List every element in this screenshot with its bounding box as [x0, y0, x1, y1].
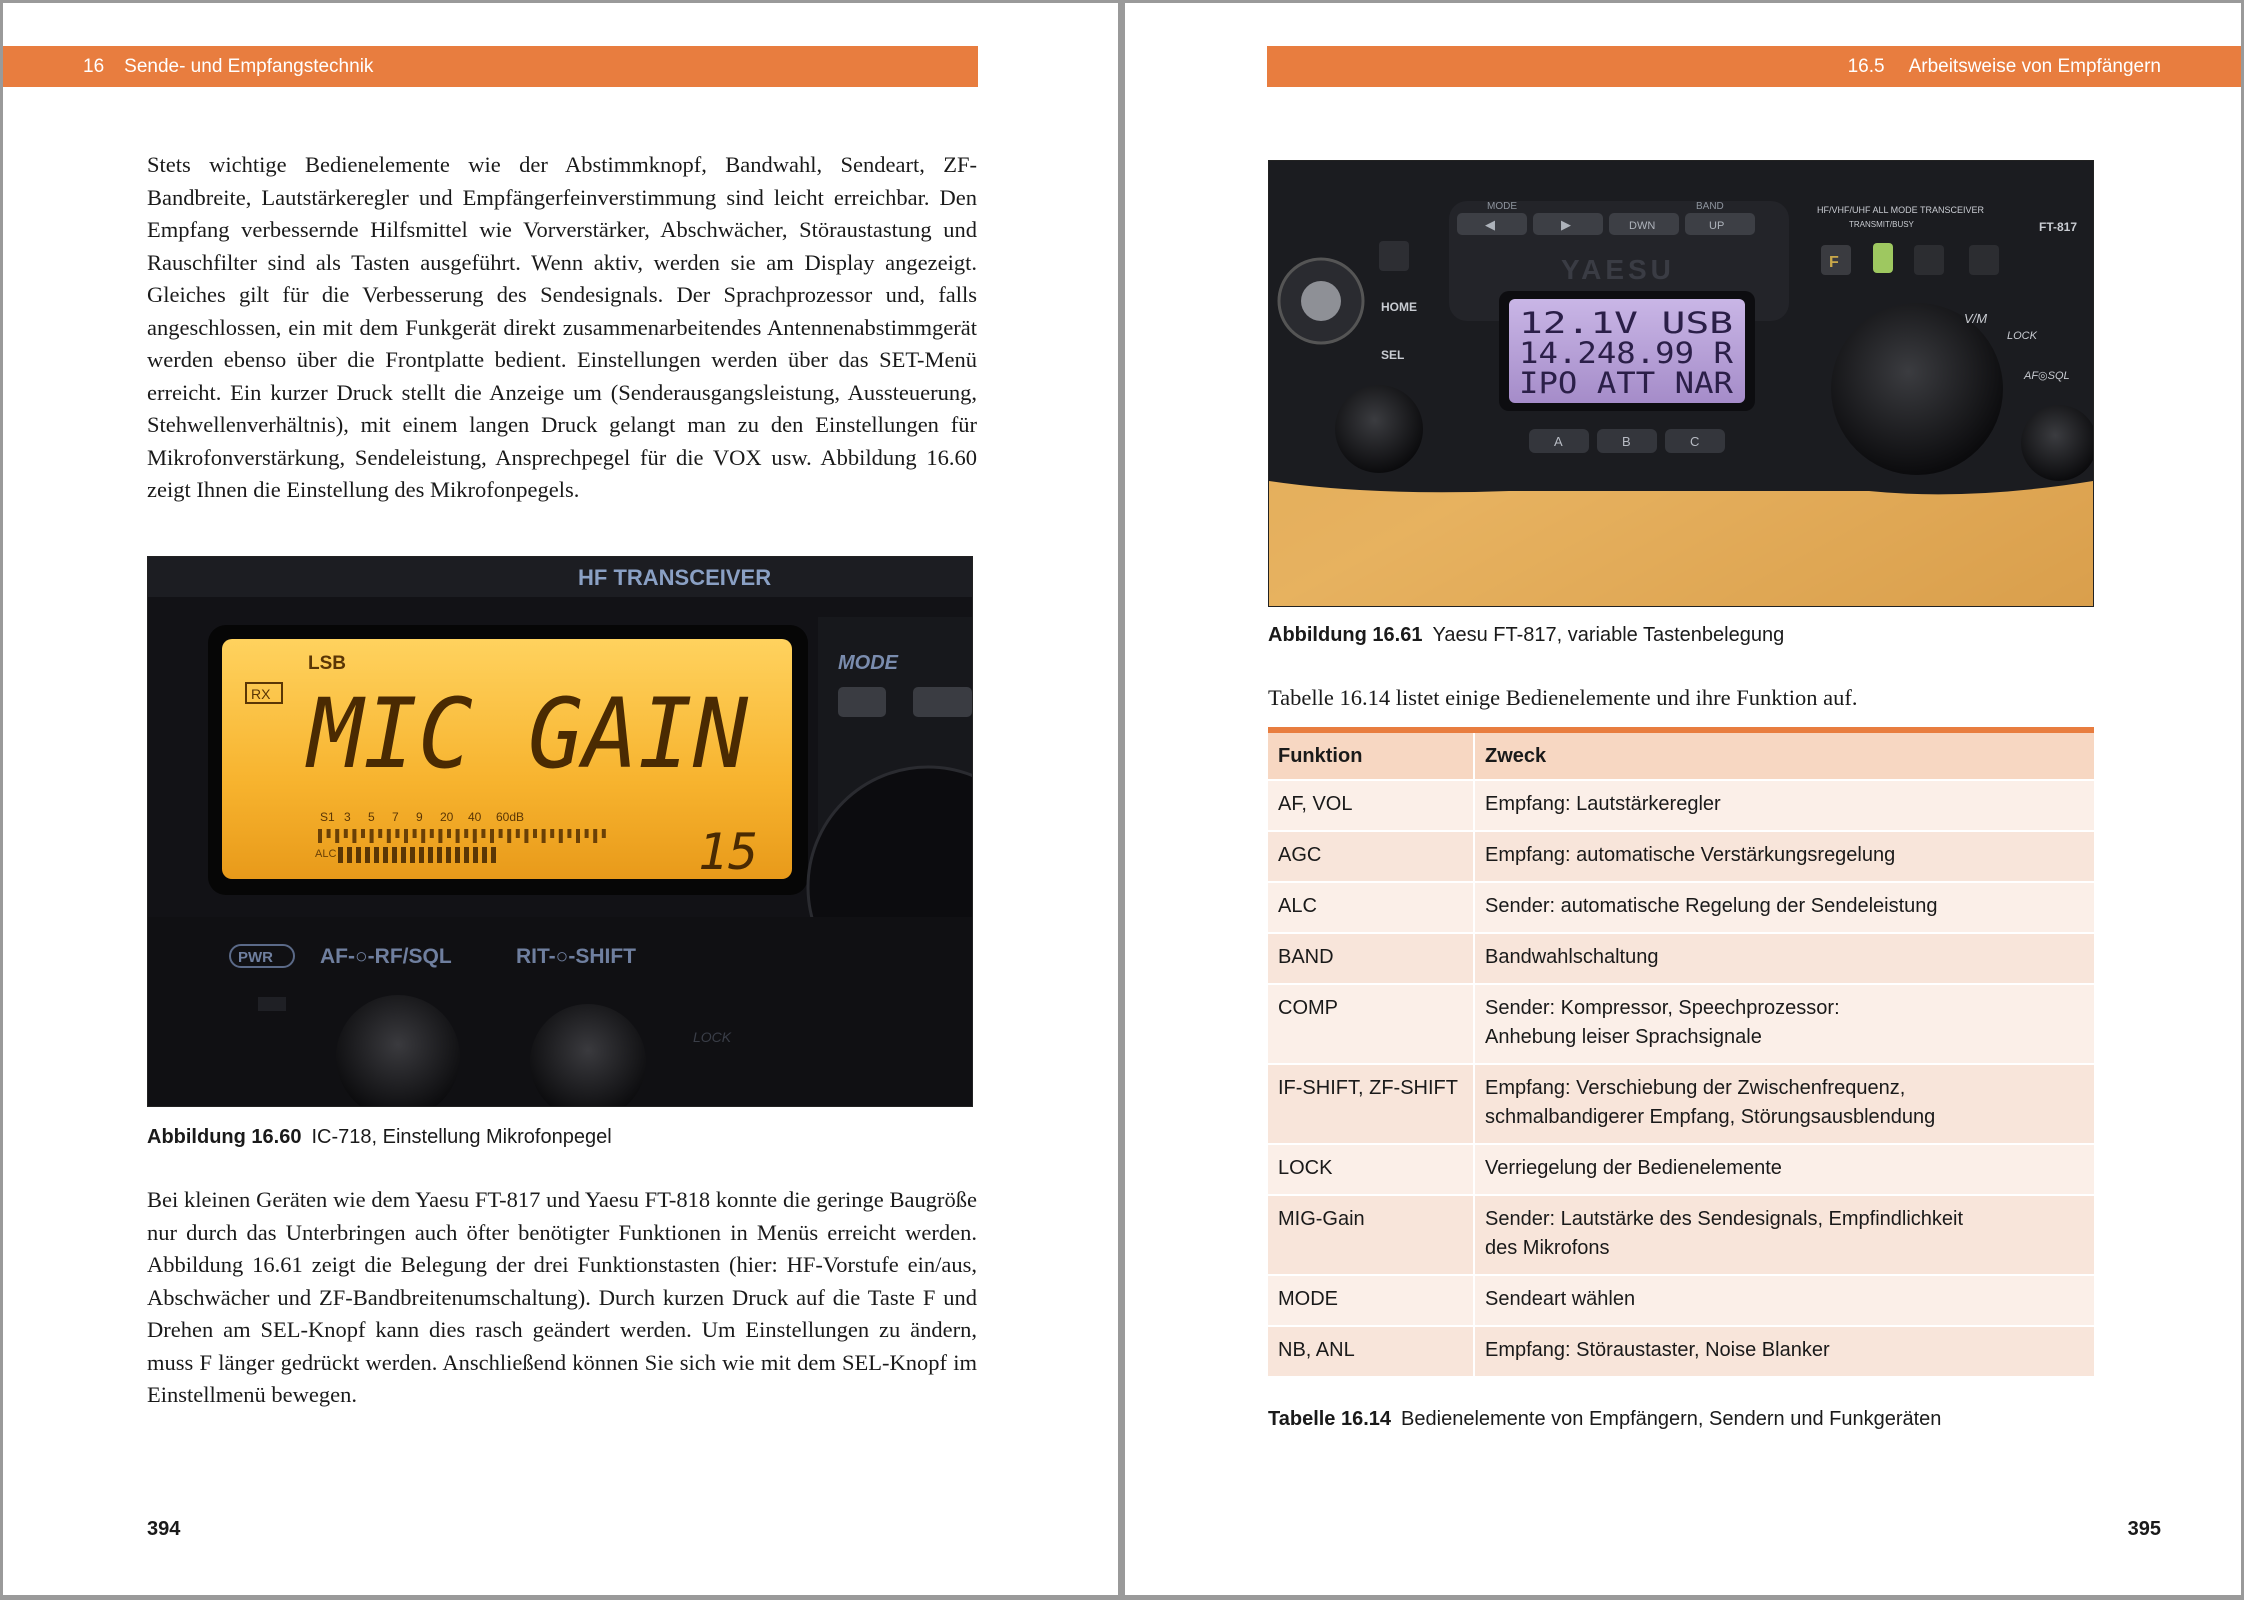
- meter-segment: [542, 829, 546, 843]
- meter-segment: [516, 829, 520, 838]
- alc-segment: [446, 847, 451, 863]
- meter-segment: [499, 829, 503, 838]
- meter-segment: [567, 829, 571, 838]
- meter-label: 20: [440, 810, 454, 824]
- figure-label: Abbildung 16.61: [1268, 624, 1423, 646]
- cell-zweck: Empfang: Verschiebung der Zwischenfrequenz, schmalbandigerer Empfang, Störungsausblendung: [1474, 1064, 2094, 1144]
- af-rf-sql-label: AF-○-RF/SQL: [320, 945, 452, 968]
- meter-label: S1: [320, 810, 335, 824]
- alc-segment: [392, 847, 397, 863]
- table-caption-text: Bedienelemente von Empfängern, Sendern und Funkgeräten: [1401, 1408, 1942, 1430]
- meter-segment: [447, 829, 451, 838]
- band-up-key: UP: [1709, 220, 1725, 232]
- cell-funktion: ALC: [1268, 882, 1474, 933]
- body-paragraph-1: Stets wichtige Bedienelemente wie der Abstimmknopf, Bandwahl, Sendeart, ZF-Bandbreite, Lautstärkeregler und Empfängerfeinverstimmung sind leicht erreichbar. Den Empfang verbessernde Hilfsmittel wie Vorverstärker, Abschwächer, Störaustastung und Rauschfilter sind als Tasten ausgeführt. Wenn aktiv, werden sie am Display angezeigt. Gleiches gilt für die Verbesserung des Sendesignals. Der Sprachprozessor und, falls angeschlossen, ein mit dem Funkgerät direkt zusammenarbeitendes Antennenabstimmgerät werden ebenso über die Frontplatte bedient. Einstellungen werden über das SET-Menü erreicht. Ein kurzer Druck stellt die Anzeige um (Senderausgangsleistung, Aussteuerung, Stehwellenverhältnis), mit einem langen Druck gelangt man zu den Einstellungen für Mikrofonverstärkung, Sendeleistung, Ansprechpegel für die VOX usw. Abbildung 16.60 zeigt Ihnen die Einstellung des Mikrofonpegels.: [147, 152, 977, 502]
- meter-segment: [395, 829, 399, 838]
- lcd-rx: RX: [251, 686, 271, 702]
- meter-segment: [335, 829, 339, 843]
- meter-segment: [550, 829, 554, 838]
- meter-segment: [361, 829, 365, 838]
- meter-segment: [490, 829, 494, 843]
- figure-ft817-photo: [1268, 160, 2094, 607]
- cell-funktion: AGC: [1268, 831, 1474, 882]
- figure-caption-text: Yaesu FT-817, variable Tastenbelegung: [1432, 624, 1785, 646]
- meter-segment: [576, 829, 580, 843]
- meter-label: 5: [368, 810, 375, 824]
- lock-label-ft817: LOCK: [2007, 330, 2037, 342]
- lcd-line-3: IPO ATT NAR: [1519, 366, 1734, 400]
- lcd-mode: LSB: [308, 653, 346, 674]
- meter-segment: [421, 829, 425, 843]
- f-key: F: [1829, 254, 1839, 271]
- button-b: B: [1622, 434, 1631, 449]
- page-number-left: 394: [147, 1518, 181, 1540]
- table-caption: [1268, 1406, 1941, 1432]
- figure-label: Abbildung 16.60: [147, 1126, 302, 1148]
- cell-zweck: Empfang: automatische Verstärkungsregelung: [1474, 831, 2094, 882]
- mode-label: MODE: [838, 652, 898, 674]
- cell-funktion: BAND: [1268, 933, 1474, 984]
- meter-segment: [524, 829, 528, 843]
- lcd-alc: ALC: [315, 848, 337, 860]
- meter-segment: [533, 829, 537, 838]
- band-down-key: DWN: [1629, 220, 1656, 232]
- lock-label: LOCK: [693, 1029, 732, 1045]
- meter-segment: [464, 829, 468, 838]
- mode-right-key: ▶: [1561, 217, 1571, 232]
- table-row: [1268, 984, 2094, 1064]
- chapter-number: 16: [83, 56, 105, 77]
- home-label: HOME: [1381, 300, 1417, 314]
- alc-segment: [410, 847, 415, 863]
- meter-label: 3: [344, 810, 351, 824]
- meter-segment: [473, 829, 477, 843]
- abc-button-row: [1529, 429, 1725, 453]
- afsql-label: AF◎SQL: [2024, 370, 2070, 382]
- model-text: HF/VHF/UHF ALL MODE TRANSCEIVER: [1817, 205, 1985, 215]
- alc-segment: [482, 847, 487, 863]
- alc-segment: [347, 847, 352, 863]
- cell-zweck: Empfang: Störaustaster, Noise Blanker: [1474, 1326, 2094, 1377]
- meter-segment: [593, 829, 597, 843]
- cell-zweck: Sender: automatische Regelung der Sendeleistung: [1474, 882, 2094, 933]
- alc-segment: [464, 847, 469, 863]
- alc-segment: [365, 847, 370, 863]
- cell-zweck: Bandwahlschaltung: [1474, 933, 2094, 984]
- panel-title: HF TRANSCEIVER: [578, 565, 772, 590]
- band-top-label: BAND: [1696, 201, 1724, 212]
- pwr-label: PWR: [238, 949, 273, 966]
- table-row: [1268, 1195, 2094, 1275]
- table-row: [1268, 780, 2094, 831]
- controls-table: [1268, 727, 2094, 1378]
- button-a: A: [1554, 434, 1563, 449]
- vm-label: V/M: [1964, 311, 1988, 326]
- cell-zweck: Verriegelung der Bedienelemente: [1474, 1144, 2094, 1195]
- meter-segment: [318, 829, 322, 843]
- alc-segment: [437, 847, 442, 863]
- meter-segment: [507, 829, 511, 843]
- model-id: FT-817: [2039, 220, 2078, 234]
- cell-funktion: COMP: [1268, 984, 1474, 1064]
- alc-segment: [419, 847, 424, 863]
- meter-segment: [413, 829, 417, 838]
- meter-segment: [559, 829, 563, 843]
- button-c: C: [1690, 434, 1700, 449]
- right-page: [1125, 3, 2241, 1595]
- column-header-zweck: Zweck: [1474, 733, 2094, 780]
- mode-top-label: MODE: [1487, 201, 1517, 212]
- table-row: [1268, 1326, 2094, 1377]
- table-row: [1268, 831, 2094, 882]
- table-row: [1268, 1275, 2094, 1326]
- alc-segment: [401, 847, 406, 863]
- alc-segment: [428, 847, 433, 863]
- meter-label: 7: [392, 810, 399, 824]
- meter-segment: [438, 829, 442, 843]
- brand-text: YAESU: [1561, 254, 1675, 285]
- alc-segment: [455, 847, 460, 863]
- meter-segment: [352, 829, 356, 843]
- meter-segment: [370, 829, 374, 843]
- meter-label: 9: [416, 810, 423, 824]
- alc-segment: [383, 847, 388, 863]
- cell-zweck: Sendeart wählen: [1474, 1275, 2094, 1326]
- running-header-right: [1267, 46, 2241, 87]
- cell-funktion: NB, ANL: [1268, 1326, 1474, 1377]
- sel-knob: [1335, 385, 1423, 473]
- table-row: [1268, 882, 2094, 933]
- cell-funktion: LOCK: [1268, 1144, 1474, 1195]
- table-row: [1268, 1144, 2094, 1195]
- table-row: [1268, 933, 2094, 984]
- cell-funktion: MODE: [1268, 1275, 1474, 1326]
- model-sub: TRANSMIT/BUSY: [1849, 220, 1914, 229]
- rit-shift-label: RIT-○-SHIFT: [516, 945, 637, 968]
- alc-segment: [374, 847, 379, 863]
- meter-label: 60dB: [496, 810, 525, 824]
- meter-segment: [602, 829, 606, 838]
- alc-segment: [491, 847, 496, 863]
- running-header-left: [3, 46, 978, 87]
- meter-segment: [404, 829, 408, 843]
- sel-label: SEL: [1381, 348, 1405, 362]
- section-title: Arbeitsweise von Empfängern: [1908, 56, 2161, 77]
- cell-zweck: Sender: Lautstärke des Sendesignals, Empfindlichkeit des Mikrofons: [1474, 1195, 2094, 1275]
- main-tuning-knob: [1831, 303, 2003, 475]
- lcd-line-1: 12.1V USB: [1519, 306, 1733, 340]
- table-label: Tabelle 16.14: [1268, 1408, 1392, 1430]
- cell-zweck: Empfang: Lautstärkeregler: [1474, 780, 2094, 831]
- meter-segment: [585, 829, 589, 838]
- section-number: 16.5: [1847, 56, 1885, 77]
- meter-segment: [456, 829, 460, 843]
- meter-segment: [481, 829, 485, 838]
- meter-label: 40: [468, 810, 482, 824]
- meter-segment: [378, 829, 382, 838]
- figure-ic718-photo: [147, 556, 973, 1107]
- figure-caption-text: IC-718, Einstellung Mikrofonpegel: [311, 1126, 612, 1148]
- cell-funktion: MIG-Gain: [1268, 1195, 1474, 1275]
- meter-segment: [387, 829, 391, 843]
- meter-segment: [430, 829, 434, 838]
- left-page: [3, 3, 1118, 1595]
- cell-zweck: Sender: Kompressor, Speechprozessor: Anhebung leiser Sprachsignale: [1474, 984, 2094, 1064]
- cell-funktion: AF, VOL: [1268, 780, 1474, 831]
- mode-left-key: ◀: [1485, 217, 1495, 232]
- alc-segment: [338, 847, 343, 863]
- figure-caption-1660: [147, 1124, 612, 1150]
- page-number-right: 395: [2127, 1518, 2161, 1540]
- table-row: [1268, 1064, 2094, 1144]
- column-header-funktion: Funktion: [1268, 733, 1474, 780]
- cell-funktion: IF-SHIFT, ZF-SHIFT: [1268, 1064, 1474, 1144]
- lcd-line-2: 14.248.99 R: [1519, 336, 1734, 370]
- body-paragraph-2: Bei kleinen Geräten wie dem Yaesu FT-817 und Yaesu FT-818 konnte die geringe Baugröße nur durch das Unterbringen auch öfter benötigter Funktionen in Menüs erreicht werden. Abbildung 16.61 zeigt die Belegung der drei Funktionstasten (hier: HF-Vorstufe ein/aus, Abschwächer und ZF-Bandbreitenumschaltung). Durch kurzen Druck auf die Taste F und Drehen am SEL-Knopf kann dies rasch geändert werden. Um Einstellungen zu ändern, muss F länger gedrückt werden. Anschließend können Sie sich wie mit dem SEL-Knopf im Einstellmenü bewegen.: [147, 1187, 977, 1407]
- figure-caption-1661: [1268, 622, 1784, 648]
- alc-segment: [473, 847, 478, 863]
- meter-segment: [327, 829, 331, 838]
- meter-segment: [344, 829, 348, 838]
- chapter-title: Sende- und Empfangstechnik: [124, 56, 374, 77]
- lcd-value: 15: [698, 823, 759, 881]
- table-header-row: [1268, 733, 2094, 780]
- table-intro-paragraph: Tabelle 16.14 listet einige Bedienelemente und ihre Funktion auf.: [1268, 685, 1858, 710]
- lcd-main-text: MIC GAIN: [305, 678, 750, 790]
- alc-segment: [356, 847, 361, 863]
